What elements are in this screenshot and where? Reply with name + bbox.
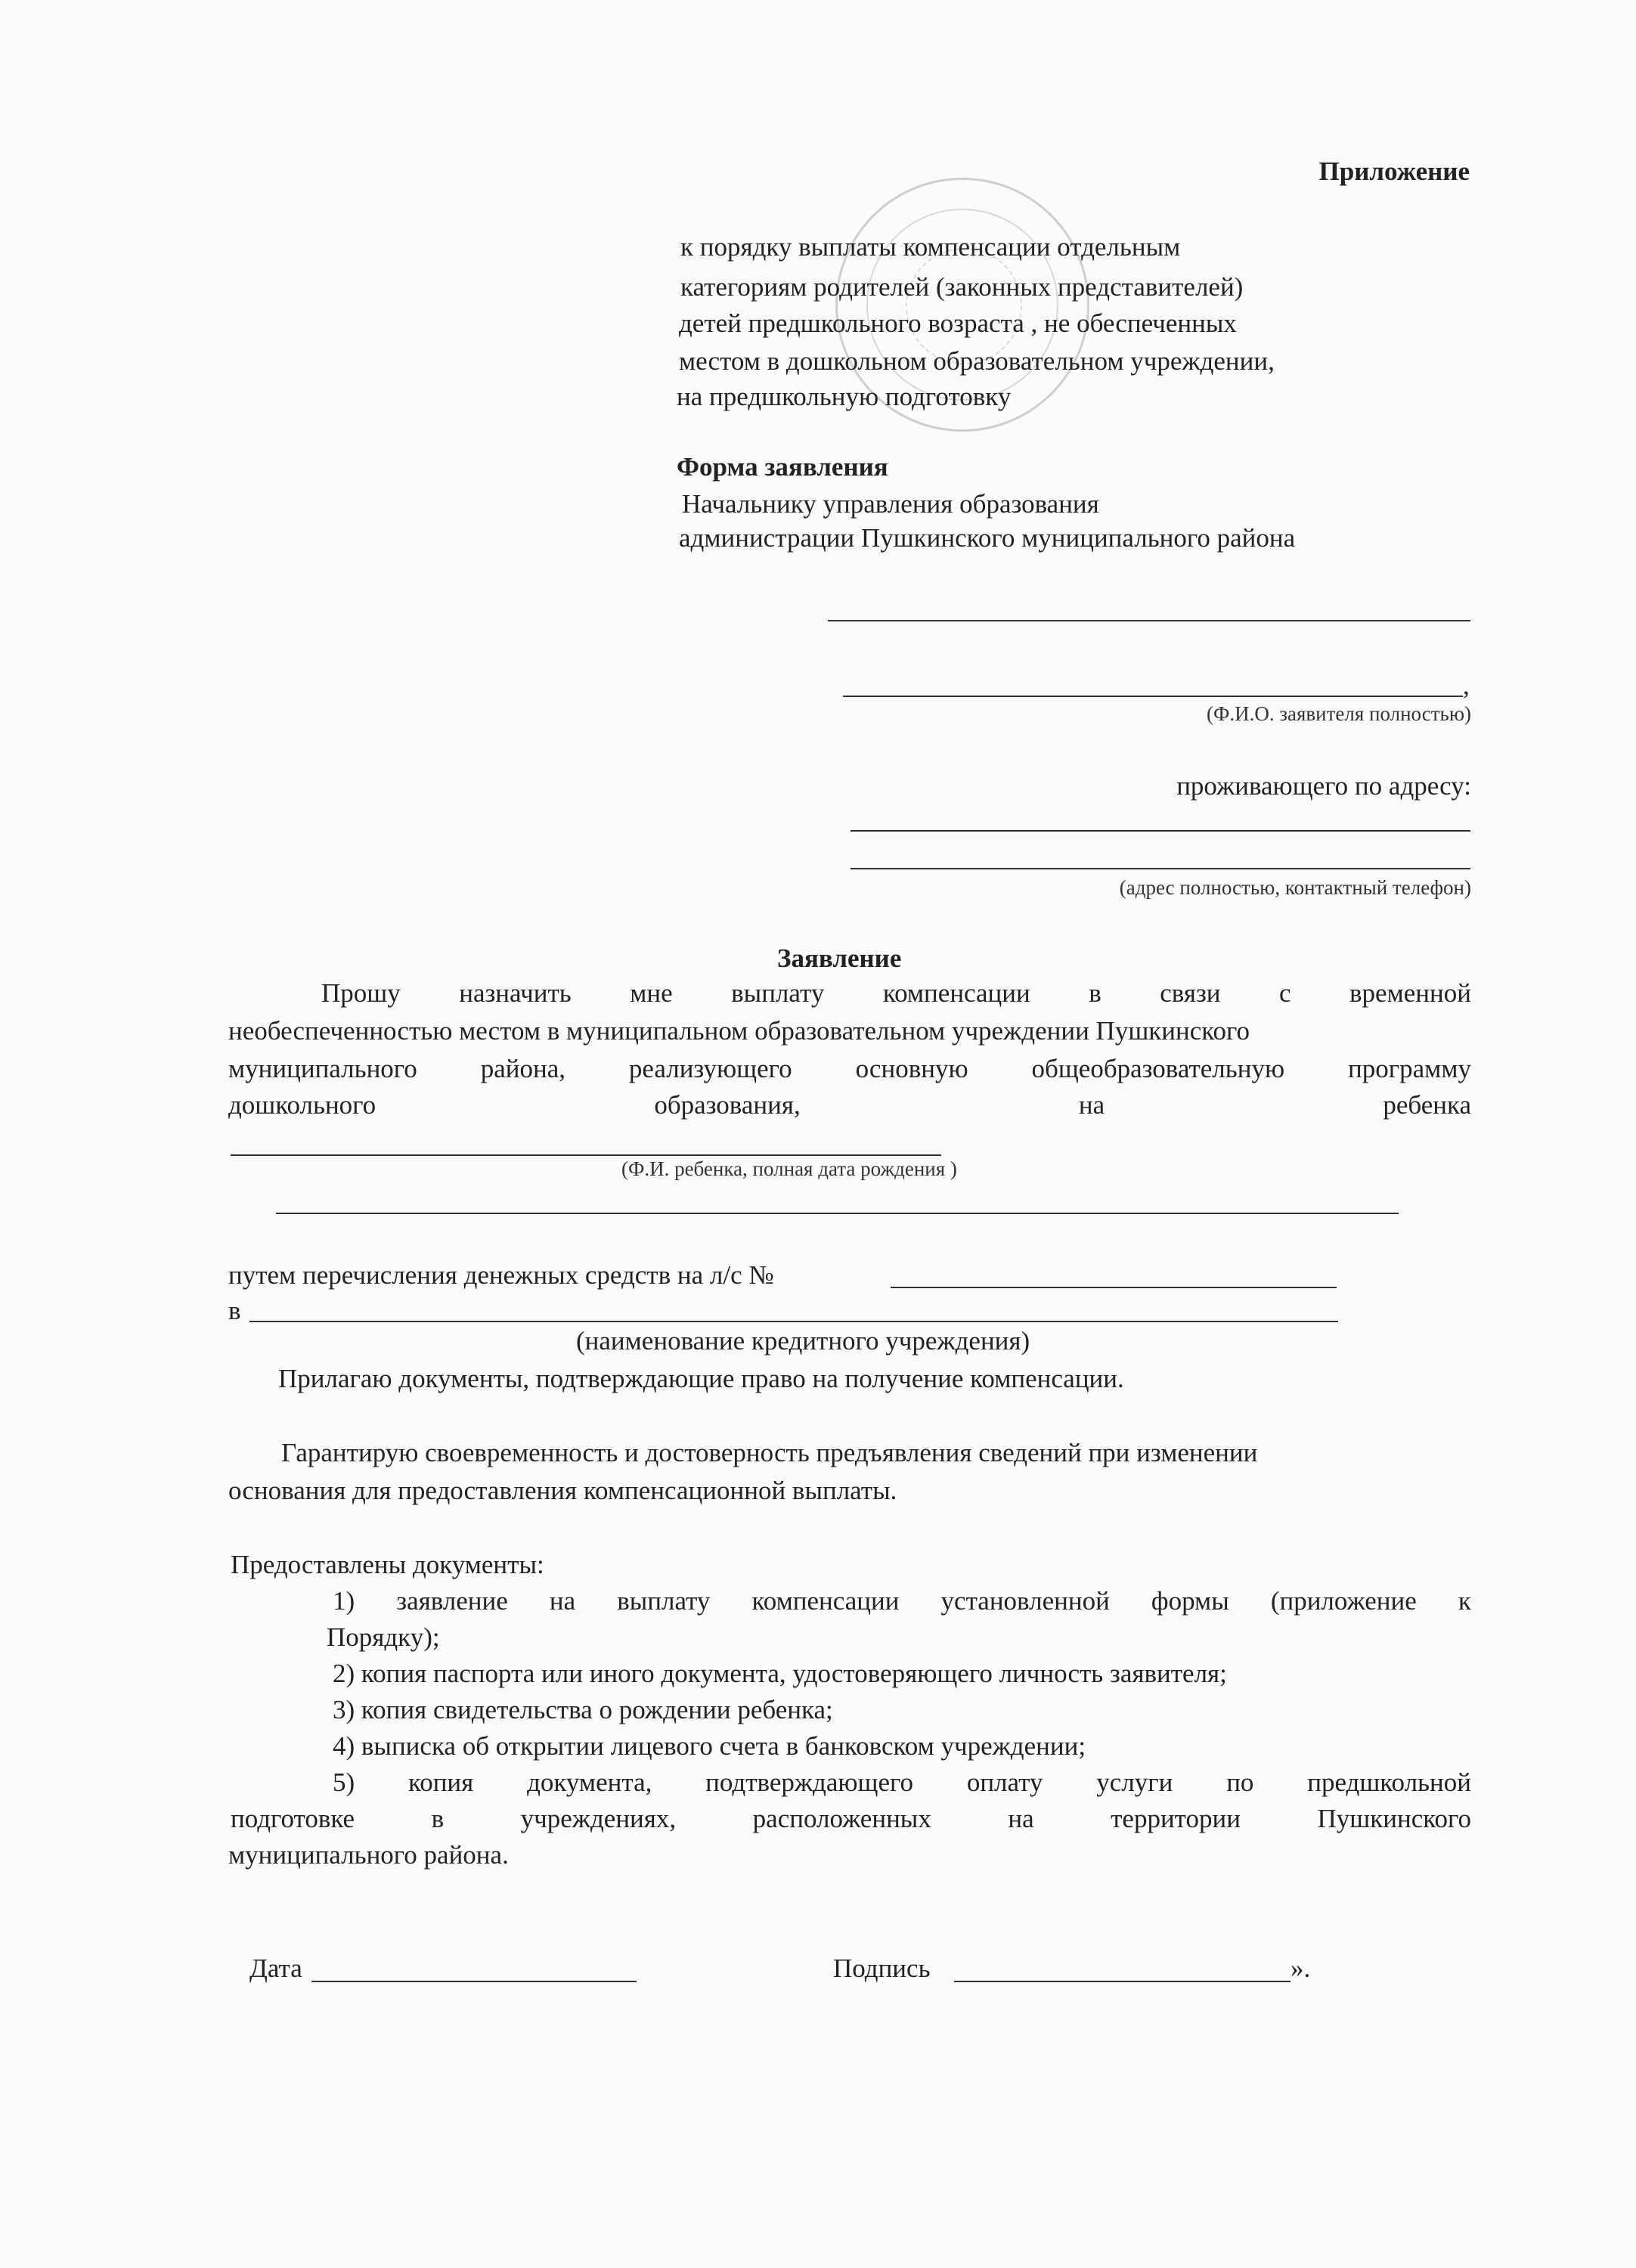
word: (приложение	[1270, 1586, 1417, 1616]
word: оплату	[966, 1768, 1043, 1797]
word: территории	[1111, 1804, 1241, 1833]
word: 1)	[333, 1586, 355, 1616]
word: с	[1279, 978, 1291, 1008]
word: компенсации	[882, 978, 1030, 1008]
word: Пушкинского	[1317, 1804, 1471, 1833]
word: образования,	[654, 1090, 801, 1120]
word: выплату	[731, 978, 825, 1008]
child-caption: (Ф.И. ребенка, полная дата рождения )	[621, 1157, 957, 1180]
address-field-line-1[interactable]	[851, 830, 1470, 832]
word: установленной	[940, 1586, 1110, 1616]
attach-text: Прилагаю документы, подтверждающие право на получение компенсации.	[278, 1364, 1124, 1393]
word: на	[549, 1586, 576, 1616]
address-caption: (адрес полностью, контактный телефон)	[1119, 876, 1471, 899]
word: в	[1089, 978, 1102, 1008]
bank-in-label: в	[228, 1296, 241, 1325]
child-field-line-2[interactable]	[276, 1213, 1399, 1214]
word: предшкольной	[1307, 1768, 1471, 1797]
date-field-line[interactable]	[311, 1981, 637, 1982]
word: подтверждающего	[705, 1768, 913, 1797]
word: назначить	[459, 978, 572, 1008]
addressee-line-1: Начальнику управления образования	[682, 489, 1099, 519]
word: общеобразовательную	[1031, 1054, 1285, 1083]
word: реализующего	[628, 1054, 792, 1083]
word: по	[1226, 1768, 1254, 1797]
word: копия	[407, 1768, 474, 1797]
word: учреждениях,	[520, 1804, 677, 1833]
word: ребенка	[1383, 1090, 1471, 1120]
account-field-line[interactable]	[891, 1287, 1337, 1288]
header-line-3: детей предшкольного возраста , не обеспеченных	[679, 308, 1237, 338]
word: формы	[1151, 1586, 1229, 1616]
doc-item-5-line-3: муниципального района.	[228, 1840, 509, 1870]
documents-heading: Предоставлены документы:	[231, 1550, 544, 1579]
statement-title: Заявление	[777, 943, 902, 973]
header-line-2: категориям родителей (законных представителей)	[680, 272, 1244, 302]
fio-caption: (Ф.И.О. заявителя полностью)	[1207, 702, 1471, 725]
fio-field-line-1[interactable]	[828, 620, 1470, 621]
doc-item-5	[333, 1766, 1471, 1799]
bank-field-line[interactable]	[249, 1321, 1338, 1322]
word: подготовке	[231, 1804, 355, 1833]
addressee-line-2: администрации Пушкинского муниципального района	[679, 523, 1296, 553]
word: выплату	[617, 1586, 711, 1616]
appendix-title: Приложение	[1318, 156, 1470, 186]
word: расположенных	[752, 1804, 931, 1833]
word: 5)	[333, 1768, 355, 1797]
doc-item-3: 3) копия свидетельства о рождении ребенка;	[333, 1695, 833, 1724]
word: Прошу	[321, 978, 401, 1008]
child-field-line-1[interactable]	[231, 1154, 941, 1156]
word: документа,	[527, 1768, 652, 1797]
doc-item-4: 4) выписка об открытии лицевого счета в банковском учреждении;	[333, 1731, 1086, 1761]
word: заявление	[396, 1586, 508, 1616]
statement-line-4	[228, 1089, 1471, 1122]
fio-field-line-2[interactable]	[843, 696, 1463, 697]
statement-line-1	[321, 977, 1471, 1010]
comma-mark: ,	[1463, 671, 1470, 700]
word: района,	[480, 1054, 565, 1083]
guarantee-line-2: основания для предоставления компенсационной выплаты.	[228, 1476, 897, 1505]
statement-line-3	[228, 1052, 1471, 1086]
header-line-5: на предшкольную подготовку	[677, 382, 1012, 411]
closing-mark: ».	[1291, 1954, 1311, 1983]
word: компенсации	[751, 1586, 900, 1616]
word: на	[1078, 1090, 1105, 1120]
word: в	[431, 1804, 445, 1833]
word: программу	[1348, 1054, 1471, 1083]
doc-item-1-cont: Порядку);	[327, 1622, 440, 1652]
word: временной	[1349, 978, 1471, 1008]
doc-item-2: 2) копия паспорта или иного документа, удостоверяющего личность заявителя;	[333, 1659, 1227, 1688]
residing-label: проживающего по адресу:	[1176, 771, 1471, 801]
signature-label: Подпись	[833, 1954, 931, 1983]
doc-item-1	[333, 1585, 1471, 1618]
word: услуги	[1096, 1768, 1173, 1797]
bank-caption: (наименование кредитного учреждения)	[576, 1326, 1030, 1356]
transfer-label: путем перечисления денежных средств на л/с №	[228, 1260, 774, 1290]
word: на	[1008, 1804, 1034, 1833]
word: дошкольного	[228, 1090, 376, 1120]
doc-item-5-line-2	[231, 1802, 1471, 1836]
guarantee-line-1: Гарантирую своевременность и достоверность предъявления сведений при изменении	[281, 1438, 1258, 1467]
date-label: Дата	[249, 1954, 302, 1983]
statement-line-2: необеспеченностью местом в муниципальном образовательном учреждении Пушкинского	[228, 1016, 1250, 1046]
header-line-1: к порядку выплаты компенсации отдельным	[680, 232, 1181, 262]
word: мне	[630, 978, 673, 1008]
form-title: Форма заявления	[677, 452, 888, 482]
signature-field-line[interactable]	[954, 1981, 1291, 1982]
word: к	[1458, 1586, 1471, 1616]
address-field-line-2[interactable]	[851, 868, 1470, 869]
word: основную	[855, 1054, 968, 1083]
word: связи	[1160, 978, 1221, 1008]
word: муниципального	[228, 1054, 417, 1083]
header-line-4: местом в дошкольном образовательном учреждении,	[679, 346, 1275, 376]
